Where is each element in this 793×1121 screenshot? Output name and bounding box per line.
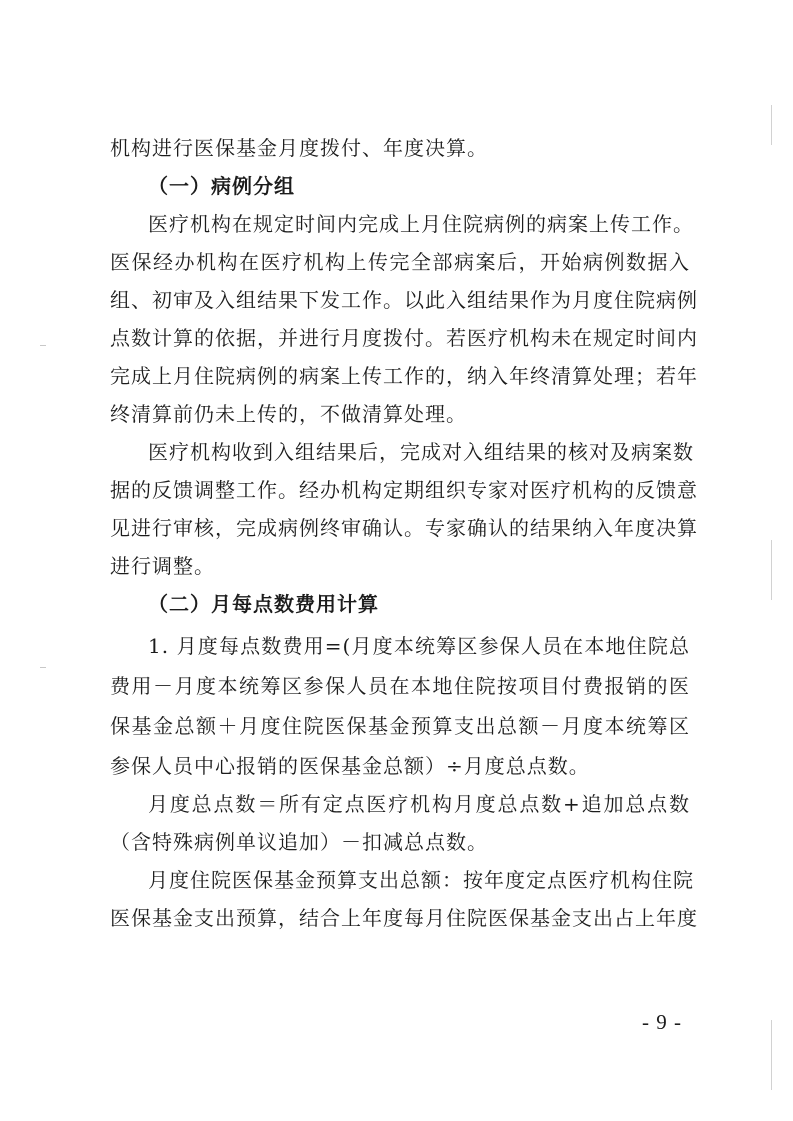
scan-margin-mark [40, 345, 46, 346]
paragraph-line: 据的反馈调整工作。经办机构定期组织专家对医疗机构的反馈意 [110, 478, 698, 502]
paragraph-line: 月度住院医保基金预算支出总额：按年度定点医疗机构住院 [148, 868, 694, 892]
scan-edge-mark [771, 1020, 772, 1090]
paragraph-line: 费用－月度本统筹区参保人员在本地住院按项目付费报销的医 [110, 674, 690, 698]
paragraph-line: 终清算前仍未上传的，不做清算处理。 [110, 402, 467, 426]
paragraph-line: 参保人员中心报销的医保基金总额）÷月度总点数。 [110, 754, 590, 778]
scan-edge-mark [771, 105, 772, 145]
paragraph-line: 点数计算的依据，并进行月度拨付。若医疗机构未在规定时间内 [110, 326, 698, 350]
scan-edge-mark [771, 540, 772, 600]
section-heading-case-grouping: （一）病例分组 [148, 174, 295, 198]
paragraph-line: 医保经办机构在医疗机构上传完全部病案后，开始病例数据入 [110, 250, 690, 274]
paragraph-line: 1. 月度每点数费用=(月度本统筹区参保人员在本地住院总 [148, 634, 690, 658]
paragraph-line: 见进行审核，完成病例终审确认。专家确认的结果纳入年度决算 [110, 516, 698, 540]
paragraph-line: 进行调整。 [110, 554, 215, 578]
paragraph-line: 医保基金支出预算，结合上年度每月住院医保基金支出占上年度 [110, 906, 698, 930]
paragraph-line: 医疗机构在规定时间内完成上月住院病例的病案上传工作。 [148, 212, 694, 236]
paragraph-line: 完成上月住院病例的病案上传工作的，纳入年终清算处理；若年 [110, 364, 698, 388]
paragraph-line: （含特殊病例单议追加）－扣减总点数。 [110, 830, 488, 854]
paragraph-line: 月度总点数＝所有定点医疗机构月度总点数+追加总点数 [148, 792, 690, 816]
paragraph-line: 组、初审及入组结果下发工作。以此入组结果作为月度住院病例 [110, 288, 698, 312]
paragraph-line: 保基金总额＋月度住院医保基金预算支出总额－月度本统筹区 [110, 714, 690, 738]
section-heading-monthly-point-cost: （二）月每点数费用计算 [148, 592, 379, 616]
paragraph-line: 机构进行医保基金月度拨付、年度决算。 [110, 136, 488, 160]
page-number: - 9 - [642, 1010, 682, 1034]
paragraph-line: 医疗机构收到入组结果后，完成对入组结果的核对及病案数 [148, 440, 694, 464]
scan-margin-mark [40, 667, 46, 668]
